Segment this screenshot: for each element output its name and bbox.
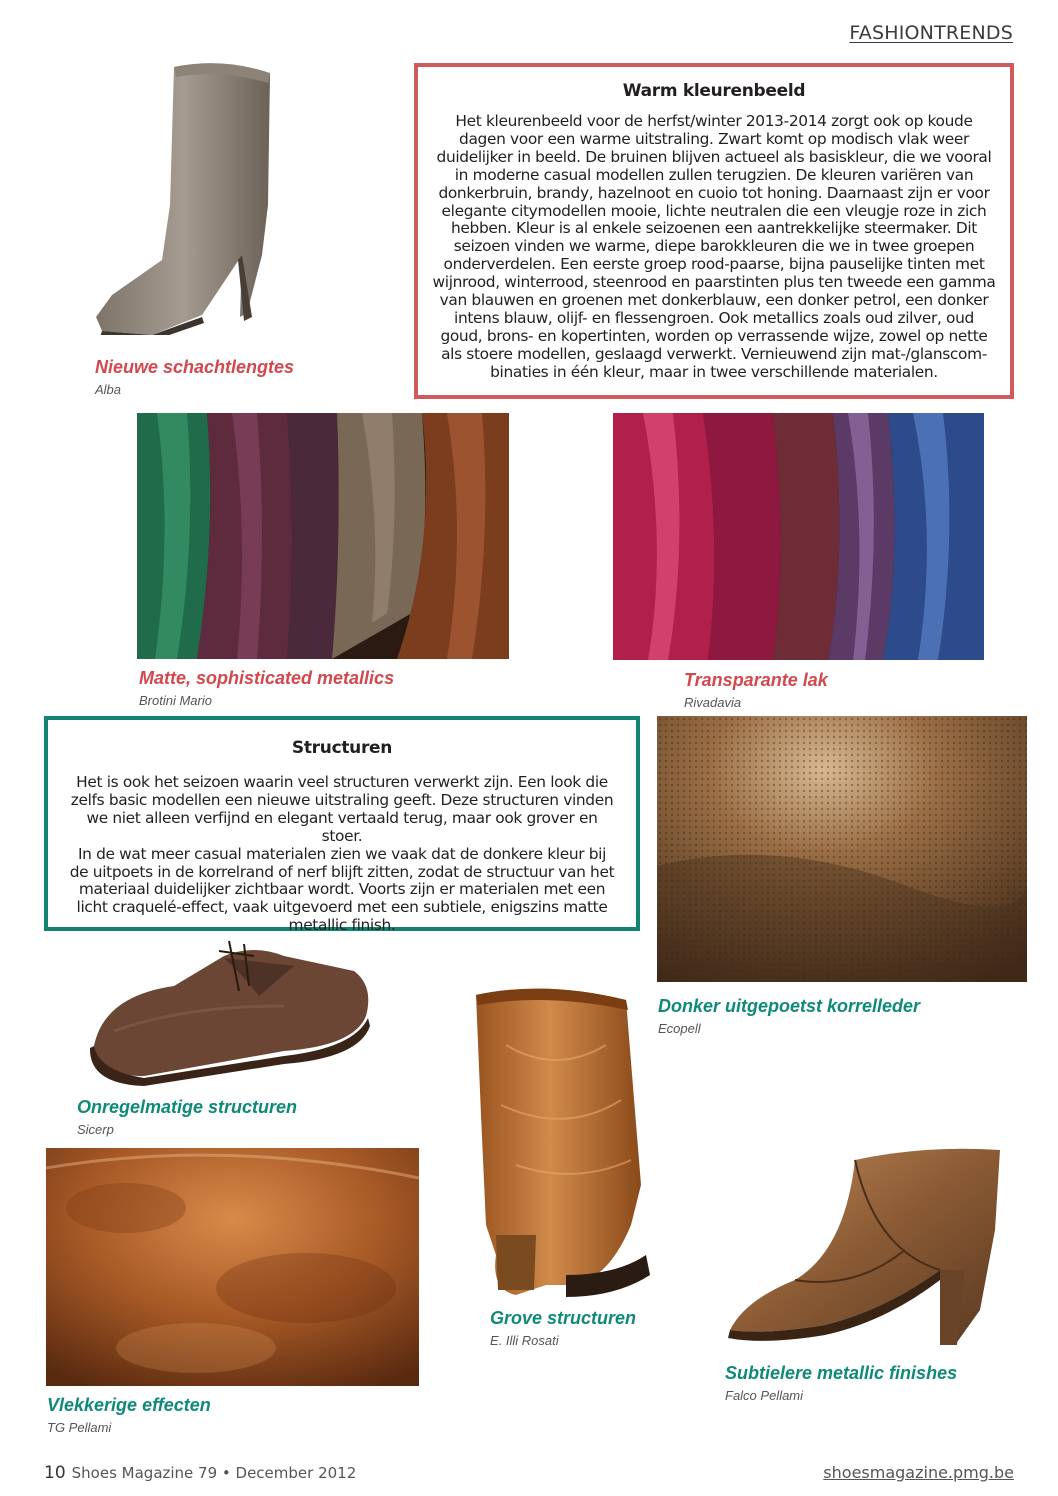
text-line: Het kleurenbeeld voor de herfst/winter 2013-2014 zorgt ook op koude [455, 112, 973, 130]
vlekkerige-leder-photo [46, 1148, 419, 1386]
website-link[interactable]: shoesmagazine.pmg.be [823, 1463, 1014, 1482]
text-line: metallic finish. [288, 916, 396, 935]
text-line: in moderne casual modellen zullen terugzien. De kleuren variëren van [454, 165, 974, 184]
caption-title: Onregelmatige structuren [77, 1097, 298, 1117]
caption-title: Subtielere metallic finishes [725, 1363, 958, 1383]
caption-title: Vlekkerige effecten [47, 1395, 211, 1415]
caption-title: Donker uitgepoetst korrelleder [658, 996, 921, 1016]
caption-brand: Sicerp [77, 1122, 114, 1137]
transparante-lak-photo [613, 413, 984, 660]
text-line: als stoere modellen, geslaagd verwerkt. Vernieuwend zijn mat-/glanscom- [441, 344, 987, 363]
cognac-ankle-boot-photo [456, 985, 656, 1300]
text-line: donkerbruin, brandy, hazelnoot en cuoio tot honing. Daarnaast zijn er voor [438, 183, 990, 202]
brown-derby-shoe-photo [84, 936, 374, 1086]
caption-title: Matte, sophisticated metallics [139, 668, 395, 688]
structuren-box [44, 716, 640, 935]
text-line: intens blauw, olijf- en flessengroen. Ook metallics zoals oud zilver, oud [454, 308, 974, 327]
text-line: onderverdelen. Een eerste groep rood-paarse, bijna pauselijke tinten met [443, 255, 985, 274]
text-line: In de wat meer casual materialen zien we vaak dat de donkere kleur bij [77, 844, 607, 863]
text-line: de uitpoets in de korrelrand of nerf blijft zitten, zodat de structuur van het [69, 862, 615, 881]
text-line: duidelijker in beeld. De bruinen blijven actueel als basiskleur, die we vooral [436, 147, 992, 166]
text-line: goud, brons- en kopertinten, worden op verrassende wijze, zowel op nette [440, 326, 988, 345]
text-line: seizoen vinden we warme, diepe barokkleuren die we in twee groepen [453, 237, 975, 256]
gray-boot-photo [92, 55, 282, 335]
page-number: 10 [44, 1463, 66, 1483]
page-footer-left [44, 1463, 356, 1483]
text-line: van blauwen en groenen met donkerblauw, een donker petrol, een donker [439, 291, 989, 310]
section-title: FASHIONTRENDS [849, 22, 1013, 44]
text-line: licht craquelé-effect, vaak uitgevoerd met een subtiele, enigszins matte [76, 898, 608, 917]
bronze-bootie-photo [725, 1140, 1005, 1350]
text-line: binaties in één kleur, maar in twee verschillende materialen. [490, 362, 938, 381]
caption-brand: E. Illi Rosati [490, 1333, 559, 1348]
caption-brand: Brotini Mario [139, 693, 212, 708]
text-line: materiaal duidelijker zichtbaar wordt. Voorts zijn er materialen met een [78, 880, 606, 899]
text-line: hebben. Kleur is al enkele seizoenen een aantrekkelijke steermaker. Dit [451, 219, 977, 238]
caption-title: Transparante lak [684, 670, 828, 690]
caption-brand: Rivadavia [684, 695, 742, 710]
issue-info: Shoes Magazine 79 • December 2012 [71, 1464, 357, 1482]
box-heading: Structuren [291, 738, 393, 758]
caption-title: Nieuwe schachtlengtes [95, 357, 295, 377]
text-line: we niet alleen verfijnd en elegant vertaald terug, maar ook grover en stoer. [86, 808, 598, 845]
korrelleder-photo [657, 716, 1027, 982]
caption-brand: Alba [95, 382, 122, 397]
text-line: elegante citymodellen mooie, lichte neutralen die een vleugje roze in zich [441, 201, 987, 220]
box-body-text [432, 113, 996, 382]
warm-kleurenbeeld-box [414, 63, 1014, 399]
text-line: Het is ook het seizoen waarin veel structuren verwerkt zijn. Een look die [76, 773, 608, 791]
caption-title: Grove structuren [490, 1308, 637, 1328]
box-body-text [66, 774, 618, 935]
text-line: dagen voor een warme uitstraling. Zwart komt op modisch vlak weer [459, 129, 969, 148]
caption-brand: Falco Pellami [725, 1388, 804, 1403]
text-line: wijnrood, winterrood, steenrood en paarstinten plus ten tweede een gamma [432, 273, 996, 292]
text-line: zelfs basic modellen een nieuwe uitstraling geeft. Deze structuren vinden [70, 790, 614, 809]
matte-metallics-photo [137, 413, 509, 659]
caption-brand: Ecopell [658, 1021, 701, 1036]
caption-brand: TG Pellami [47, 1420, 112, 1435]
box-heading: Warm kleurenbeeld [622, 81, 806, 101]
